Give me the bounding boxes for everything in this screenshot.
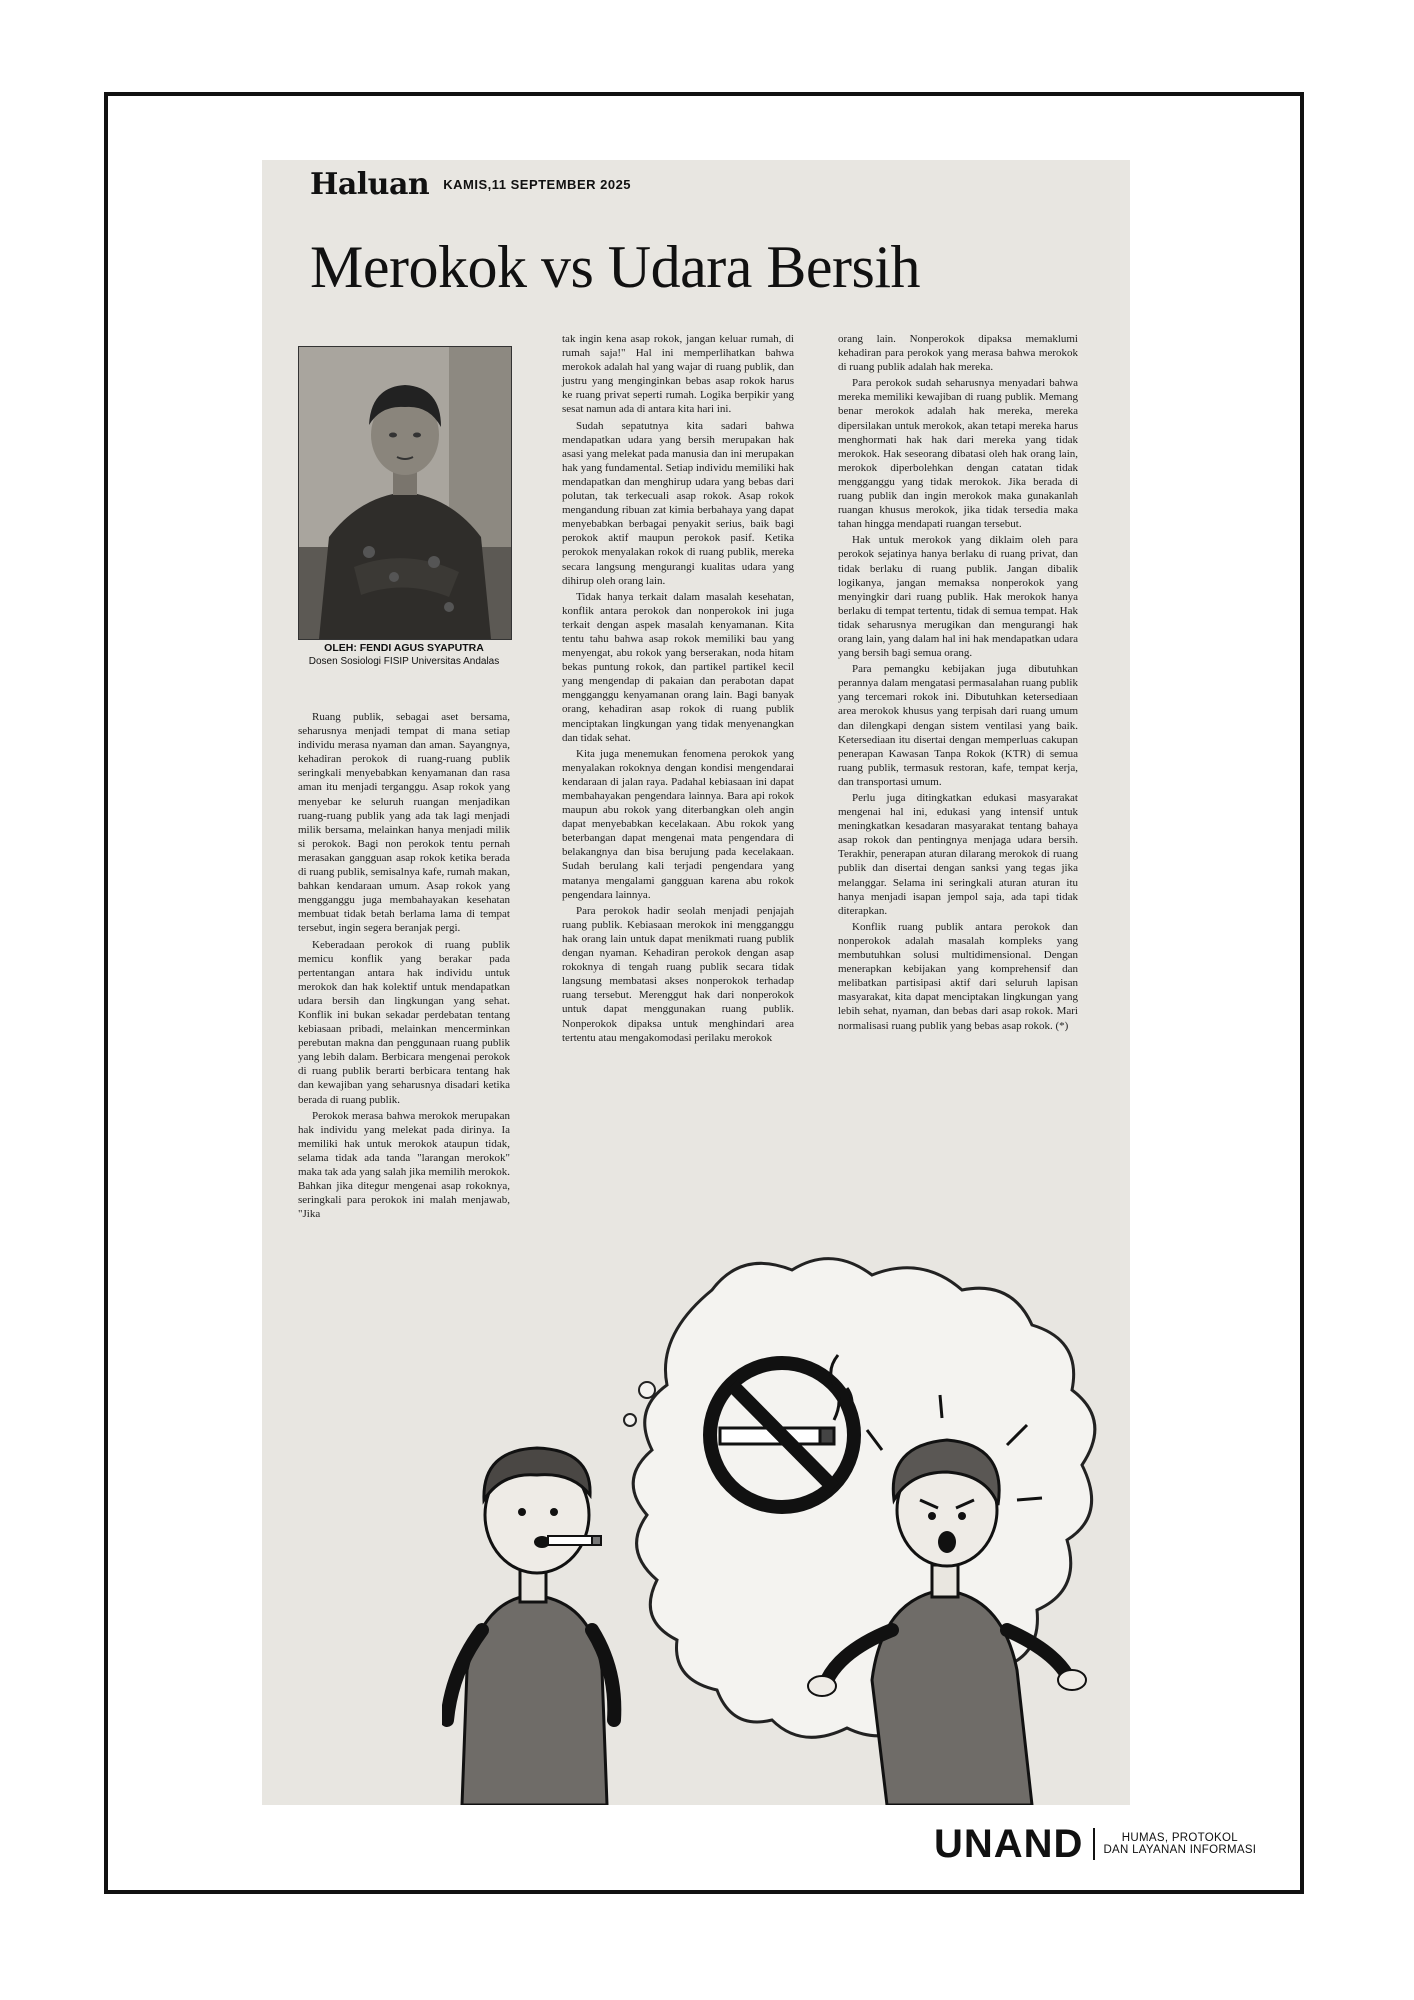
author-byline [298, 642, 510, 668]
office-name [1103, 1832, 1256, 1857]
masthead [310, 166, 631, 202]
newspaper-logo: Haluan [310, 166, 430, 202]
paragraph: Perokok merasa bahwa merokok merupakan hak individu yang melekat pada dirinya. Ia memiliki hak untuk merokok ataupun tidak, selama tidak ada tanda "larangan merokok" maka tak ada yang salah jika memilih merokok. Bahkan jika ditegur mengenai asap rokoknya, seringkali para perokok ini malah menjawab, "Jika [298, 1109, 510, 1221]
author-name: OLEH: FENDI AGUS SYAPUTRA [324, 642, 484, 654]
paragraph: Perlu juga ditingkatkan edukasi masyarakat mengenai hal ini, edukasi yang intensif untuk meningkatkan kesadaran masyarakat tentang bahaya asap rokok dan pentingnya menjaga udara bersih. Terakhir, penerapan aturan dilarang merokok di ruang publik dan disertai dengan sanksi yang tegas jika melanggar. Selama ini seringkali aturan aturan itu hanya menjadi isapan jempol saja, ada tapi tidak diterapkan. [838, 792, 1078, 917]
office-name-line-1: HUMAS, PROTOKOL [1121, 1831, 1238, 1844]
paragraph: Tidak hanya terkait dalam masalah kesehatan, konflik antara perokok dan nonperokok ini juga terkait dengan aspek masalah kenyamanan. Kita tentu tahu bahwa asap rokok memiliki bau yang menyengat, abu rokok yang berserakan, noda hitam bekas puntung rokok, dan partikel partikel kecil yang mengendap di pakaian dan perabotan dapat mengganggu kenyamanan orang lain. Bagi banyak orang, kehadiran asap rokok di ruang publik menciptakan lingkungan yang tidak menyenangkan dan tidak sehat. [562, 590, 794, 744]
office-name-line-2: DAN LAYANAN INFORMASI [1103, 1844, 1257, 1856]
no-smoking-icon [710, 1355, 854, 1507]
article-column-3 [838, 332, 1078, 1035]
paragraph: Keberadaan perokok di ruang publik memicu konflik yang berakar pada pertentangan antara hak individu untuk merokok dan hak kolektif untuk mendapatkan udara bersih dan lingkungan yang sehat. Konflik ini bukan sekadar perdebatan tentang kebiasaan pribadi, melainkan mencerminkan perebutan makna dan penggunaan ruang publik yang lebih dalam. Berbicara mengenai perokok di ruang publik berarti berbicara tentang hak dan kewajiban yang seharusnya disadari ketika berada di ruang publik. [298, 938, 510, 1106]
paragraph: Konflik ruang publik antara perokok dan nonperokok adalah masalah kompleks yang membutuhkan solusi multidimensional. Dengan menerapkan kebijakan yang komprehensif dan melibatkan partisipasi aktif dari seluruh lapisan masyarakat, kita dapat menciptakan lingkungan yang lebih sehat, nyaman, dan bebas dari asap rokok. Mari normalisasi ruang publik yang bebas asap rokok. (*) [838, 920, 1078, 1032]
smoker-figure [447, 1448, 614, 1805]
article-column-1 [298, 710, 510, 1223]
author-portrait-illustration [299, 347, 511, 639]
paragraph: Hak untuk merokok yang diklaim oleh para perokok sejatinya hanya berlaku di ruang privat, dan tidak berlaku di ruang publik. Jangan dibalik logikanya, jangan memaksa nonperokok yang menyingkir dari ruang publik. Hak merokok hanya berlaku di tempat tertentu, tidak di semua tempat. Hak tidak seharusnya merugikan dan mengurangi hak orang lain, yang dalam hal ini hak mendapatkan udara yang bersih bagi semua orang. [838, 534, 1078, 660]
unand-logo: UNAND [934, 1822, 1084, 1866]
paragraph: Kita juga menemukan fenomena perokok yang menyalakan rokoknya dengan kondisi mengendarai kendaraan di jalan raya. Padahal kebiasaan ini dapat membahayakan pengendara lainnya. Bara api rokok maupun abu rokok yang diterbangkan oleh angin dapat menyebabkan kecelakaan. Abu rokok yang beterbangan dapat mengenai mata pengendara di belakangnya dan bisa berujung pada kecelakaan. Sudah berulang kali terjadi pengendara yang matanya mengalami gangguan karena abu rokok pengendara lainnya. [562, 747, 794, 901]
newspaper-clipping [262, 160, 1130, 1805]
article-headline: Merokok vs Udara Bersih [310, 234, 921, 300]
footer-branding [934, 1824, 1256, 1864]
paragraph: Ruang publik, sebagai aset bersama, seharusnya menjadi tempat di mana setiap individu merasa nyaman dan aman. Sayangnya, kehadiran perokok di ruang-ruang publik seringkali menyebabkan kenyamanan dan rasa aman itu menjadi terganggu. Asap rokok yang menyebar ke seluruh ruangan menjadikan ruang-ruang publik yang ada tak lagi menjadi milik bersama, melainkan hanya menjadi milik si perokok. Bagi non perokok tentu pernah merasakan gangguan asap rokok ketika berada di ruang publik, semisalnya kafe, rumah makan, bahkan kendaraan umum. Asap rokok yang mengganggu juga membahayakan kesehatan membuat tidak betah berlama lama di tempat tersebut, ingin segera beranjak pergi. [298, 711, 510, 935]
paragraph: Sudah sepatutnya kita sadari bahwa mendapatkan udara yang bersih merupakan hak asasi yang melekat pada manusia dan ini merupakan hak yang fundamental. Setiap individu memiliki hak mendapatkan dan menghirup udara yang bebas dari polutan, tak terkecuali asap rokok. Asap rokok mengandung ribuan zat kimia berbahaya yang dapat menyebabkan berbagai penyakit serius, baik bagi perokok aktif maupun perokok pasif. Ketika perokok menyalakan rokok di ruang publik, mereka secara langsung mengurangi kualitas udara yang dihirup oleh orang lain. [562, 419, 794, 587]
author-affiliation: Dosen Sosiologi FISIP Universitas Andalas [308, 656, 500, 667]
smoking-conflict-illustration [442, 1250, 1130, 1805]
paragraph: Para pemangku kebijakan juga dibutuhkan perannya dalam mengatasi permasalahan ruang publik yang tercemari rokok ini. Dibutuhkan ketersediaan area merokok khusus yang terpisah dari ruang umum dan dilengkapi dengan sistem ventilasi yang baik. Ketersediaan itu disertai dengan memperluas cakupan penerapan Kawasan Tanpa Rokok (KTR) di semua ruang publik, termasuk restoran, kafe, tempat kerja, dan transportasi umum. [838, 663, 1078, 788]
article-illustration [442, 1250, 1130, 1805]
paragraph: Para perokok sudah seharusnya menyadari bahwa mereka memiliki kewajiban di ruang publik. Memang benar merokok adalah hak mereka, mereka dipersilakan untuk merokok, akan tetapi mereka harus menghormati hak hak dari mereka yang tidak merokok. Hak seseorang dibatasi oleh hak orang lain, merokok diperbolehkan dengan catatan tidak mengganggu yang tidak merokok. Jika berada di ruang publik dan ingin merokok maka gunakanlah ruangan khusus merokok, jika tidak tersedia maka tahan hingga mendapati ruangan tersebut. [838, 377, 1078, 531]
article-column-2 [562, 332, 794, 1047]
paragraph: orang lain. Nonperokok dipaksa memaklumi kehadiran para perokok yang merasa bahwa merokok di ruang publik adalah hak mereka. [838, 333, 1078, 374]
paragraph: tak ingin kena asap rokok, jangan keluar rumah, di rumah saja!" Hal ini memperlihatkan bahwa merokok adalah hal yang wajar di ruang publik, dan justru yang menginginkan bebas asap rokok harus ke ruang privat seperti rumah. Logika berpikir yang sesat namun ada di antara kita hari ini. [562, 333, 794, 416]
footer-divider [1093, 1828, 1095, 1860]
paragraph: Para perokok hadir seolah menjadi penjajah ruang publik. Kebiasaan merokok ini mengganggu hak orang lain untuk dapat menikmati ruang publik dengan nyaman. Kehadiran perokok dengan asap rokoknya di tengah ruang publik secara tidak langsung membatasi akses nonperokok terhadap ruang tersebut. Merenggut hak dari nonperokok untuk dapat menggunakan ruang publik. Nonperokok dipaksa untuk menghindari area tertentu atau mengakomodasi perilaku merokok [562, 904, 794, 1044]
publication-date: KAMIS,11 SEPTEMBER 2025 [443, 176, 632, 192]
author-photo [298, 346, 512, 640]
